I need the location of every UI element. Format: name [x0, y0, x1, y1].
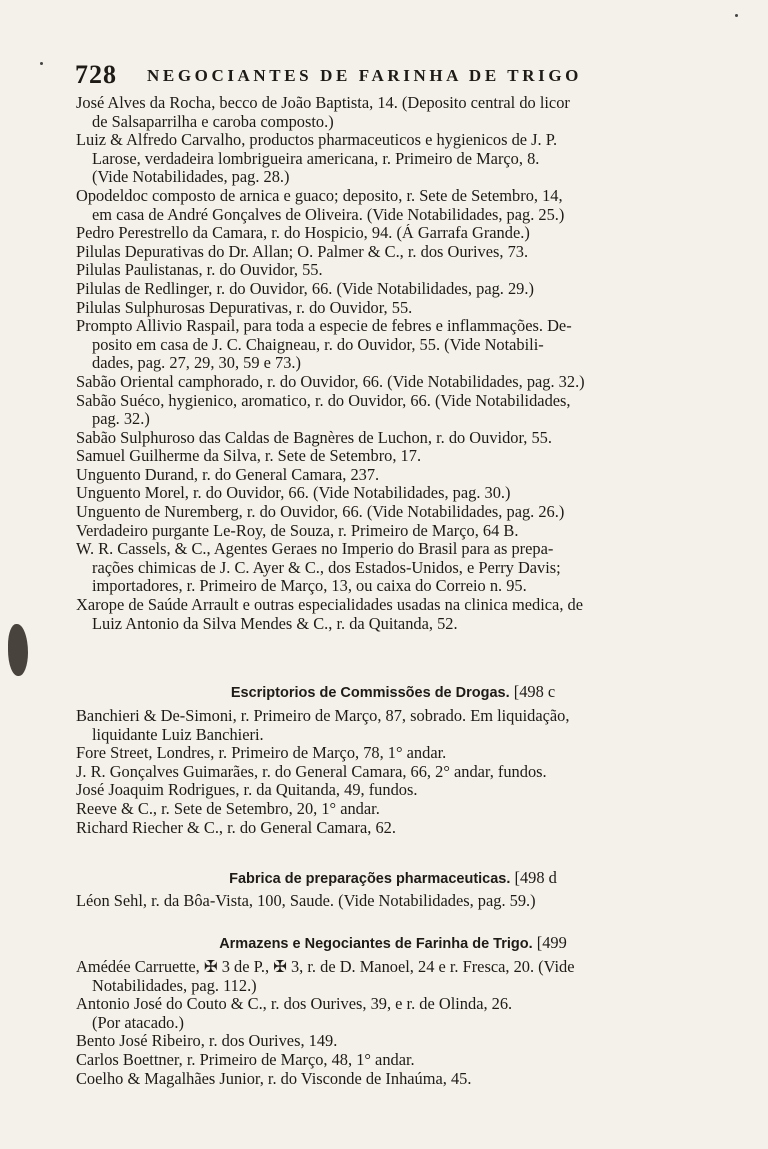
list-item: Sabão Oriental camphorado, r. do Ouvidor, 66. (Vide Notabilidades, pag. 32.) — [76, 372, 585, 391]
list-item: Sabão Suéco, hygienico, aromatico, r. do Ouvidor, 66. (Vide Notabilidades, — [76, 391, 571, 410]
list-item: liquidante Luiz Banchieri. — [92, 725, 264, 744]
list-item: Pilulas Paulistanas, r. do Ouvidor, 55. — [76, 261, 323, 280]
list-item: Unguento Durand, r. do General Camara, 237. — [76, 465, 380, 484]
list-item: de Salsaparrilha e caroba composto.) — [92, 112, 334, 131]
list-item: Unguento Morel, r. do Ouvidor, 66. (Vide Notabilidades, pag. 30.) — [76, 484, 511, 503]
section-ref: [499 — [536, 933, 567, 952]
list-item: J. R. Gonçalves Guimarães, r. do General Camara, 66, 2° andar, fundos. — [76, 762, 547, 781]
section-ref: [498 c — [513, 682, 556, 701]
list-item: Unguento de Nuremberg, r. do Ouvidor, 66. (Vide Notabilidades, pag. 26.) — [76, 503, 565, 522]
list-item: (Por atacado.) — [92, 1013, 184, 1032]
list-item: Fore Street, Londres, r. Primeiro de Março, 78, 1° andar. — [76, 744, 447, 763]
list-item: Larose, verdadeira lombrigueira americana, r. Primeiro de Março, 8. — [92, 149, 540, 168]
section-title: Escriptorios de Commissões de Drogas. — [230, 685, 510, 701]
list-item: em casa de André Gonçalves de Oliveira. (Vide Notabilidades, pag. 25.) — [92, 205, 565, 224]
list-item: W. R. Cassels, & C., Agentes Geraes no Imperio do Brasil para as prepa- — [76, 540, 554, 559]
list-item: Xarope de Saúde Arrault e outras especialidades usadas na clinica medica, de — [76, 596, 583, 615]
list-item: Antonio José do Couto & C., r. dos Ourives, 39, e r. de Olinda, 26. — [76, 995, 513, 1014]
entries-top — [76, 94, 710, 633]
list-item: Pilulas Sulphurosas Depurativas, r. do Ouvidor, 55. — [76, 298, 413, 317]
list-item: Samuel Guilherme da Silva, r. Sete de Setembro, 17. — [76, 447, 422, 466]
list-item: Reeve & C., r. Sete de Setembro, 20, 1° andar. — [76, 799, 380, 818]
list-item: (Vide Notabilidades, pag. 28.) — [92, 168, 290, 187]
section-ref: [498 d — [514, 868, 557, 887]
ink-smudge — [8, 624, 28, 676]
entries-armazens — [76, 958, 710, 1088]
entries-drogas — [76, 707, 710, 837]
running-title: NEGOCIANTES DE FARINHA DE TRIGO — [147, 66, 582, 85]
list-item: Pedro Perestrello da Camara, r. do Hospicio, 94. (Á Garrafa Grande.) — [76, 224, 530, 243]
print-speck — [40, 62, 43, 65]
list-item: Léon Sehl, r. da Bôa-Vista, 100, Saude. (Vide Notabilidades, pag. 59.) — [76, 892, 536, 910]
list-item: Notabilidades, pag. 112.) — [92, 976, 257, 995]
section-heading-fabrica — [76, 868, 710, 888]
page-header — [75, 60, 735, 88]
list-item: Coelho & Magalhães Junior, r. do Visconde de Inhaúma, 45. — [76, 1069, 472, 1088]
list-item: Pilulas Depurativas do Dr. Allan; O. Palmer & C., r. dos Ourives, 73. — [76, 242, 529, 261]
list-item: Sabão Sulphuroso das Caldas de Bagnères de Luchon, r. do Ouvidor, 55. — [76, 428, 552, 447]
list-item: José Alves da Rocha, becco de João Baptista, 14. (Deposito central do licor — [76, 94, 570, 112]
list-item: Bento José Ribeiro, r. dos Ourives, 149. — [76, 1032, 338, 1051]
list-item: Luiz Antonio da Silva Mendes & C., r. da Quitanda, 52. — [92, 614, 458, 633]
section-heading-armazens — [76, 933, 710, 953]
list-item: Luiz & Alfredo Carvalho, productos pharmaceuticos e hygienicos de J. P. — [76, 131, 558, 150]
list-item: Richard Riecher & C., r. do General Camara, 62. — [76, 818, 396, 837]
entries-fabrica — [76, 892, 710, 911]
list-item: Pilulas de Redlinger, r. do Ouvidor, 66. (Vide Notabilidades, pag. 29.) — [76, 279, 534, 298]
list-item: Verdadeiro purgante Le-Roy, de Souza, r. Primeiro de Março, 64 B. — [76, 521, 519, 540]
list-item: José Joaquim Rodrigues, r. da Quitanda, 49, fundos. — [76, 781, 418, 800]
list-item: importadores, r. Primeiro de Março, 13, ou caixa do Correio n. 95. — [92, 577, 527, 596]
list-item: posito em casa de J. C. Chaigneau, r. do Ouvidor, 55. (Vide Notabili- — [92, 335, 544, 354]
list-item: rações chimicas de J. C. Ayer & C., dos Estados-Unidos, e Perry Davis; — [92, 558, 561, 577]
section-title: Fabrica de preparações pharmaceuticas. — [229, 871, 511, 887]
page-number: 728 — [75, 60, 117, 89]
section-heading-drogas — [76, 682, 710, 702]
list-item: Opodeldoc composto de arnica e guaco; deposito, r. Sete de Setembro, 14, — [76, 186, 563, 205]
list-item: Banchieri & De-Simoni, r. Primeiro de Março, 87, sobrado. Em liquidação, — [76, 707, 570, 725]
list-item: pag. 32.) — [92, 410, 150, 429]
print-speck — [735, 14, 738, 17]
list-item: Carlos Boettner, r. Primeiro de Março, 48, 1° andar. — [76, 1050, 415, 1069]
list-item: Prompto Allivio Raspail, para toda a especie de febres e inflammações. De- — [76, 317, 572, 336]
list-item: dades, pag. 27, 29, 30, 59 e 73.) — [92, 354, 301, 373]
list-item: Amédée Carruette, ✠ 3 de P., ✠ 3, r. de D. Manoel, 24 e r. Fresca, 20. (Vide — [76, 958, 575, 976]
section-title: Armazens e Negociantes de Farinha de Trigo. — [219, 936, 533, 952]
